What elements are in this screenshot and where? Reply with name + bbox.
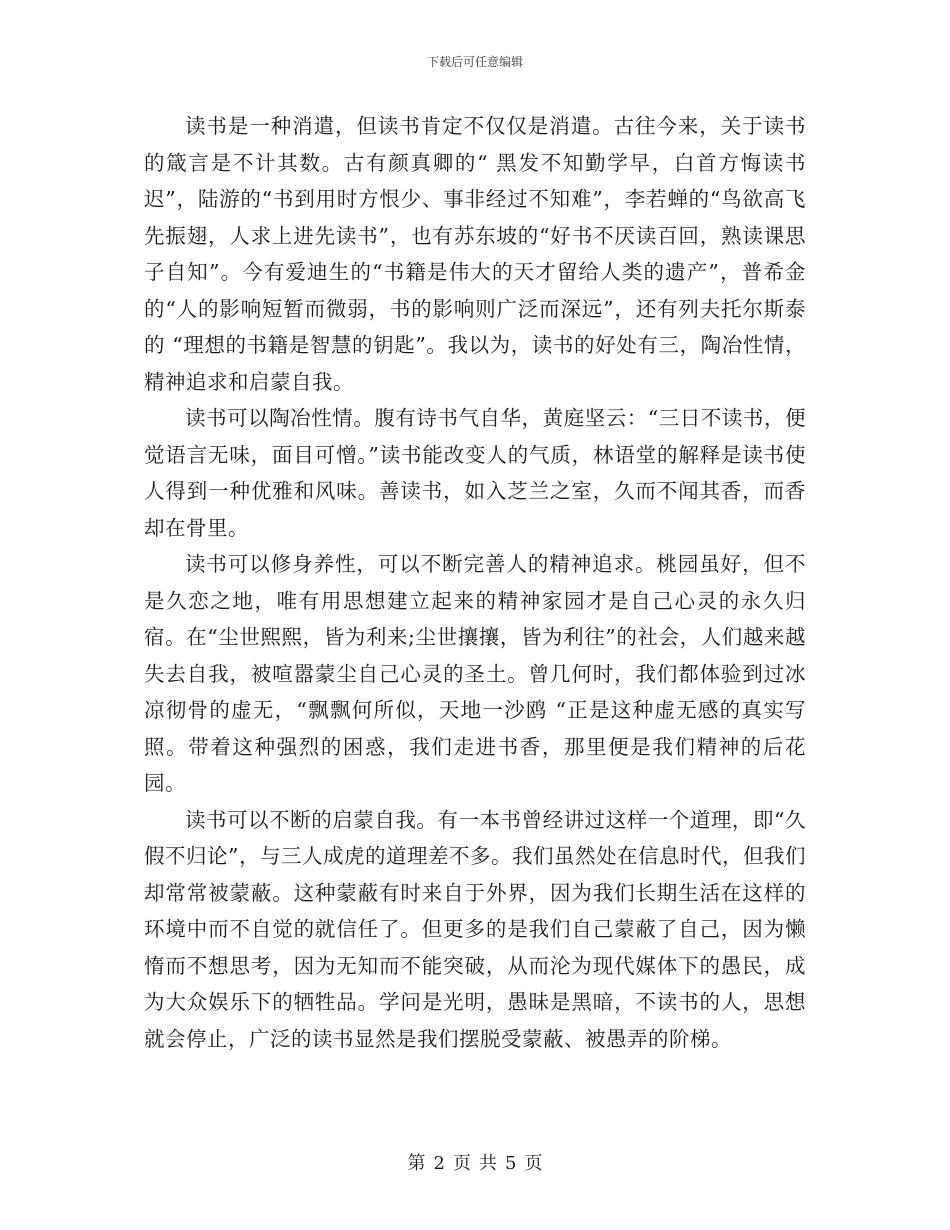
paragraph-temperament: 读书可以陶冶性情。腹有诗书气自华，黄庭坚云：“三日不读书，便觉语言无味，面目可憎。”读书能改变人的气质，林语堂的解释是读书使人得到一种优雅和风味。善读书，如入芝兰之室，久而不闻其香，而香却在骨里。 <box>144 406 806 540</box>
paragraph-intro: 读书是一种消遣，但读书肯定不仅仅是消遣。古往今来，关于读书的箴言是不计其数。古有颜真卿的“ 黑发不知勤学早，白首方悔读书迟”，陆游的“书到用时方恨少、事非经过不知难”，李若蝉的“鸟欲高飞先振翅，人求上进先读书”，也有苏东坡的“好书不厌读百回，熟读课思子自知”。今有爱迪生的“书籍是伟大的天才留给人类的遗产”，普希金的“人的影响短暂而微弱，书的影响则广泛而深远”，还有列夫托尔斯泰的 “理想的书籍是智慧的钥匙”。我以为，读书的好处有三，陶冶性情，精神追求和启蒙自我。 <box>144 114 806 394</box>
page-header <box>0 54 950 70</box>
paragraph-enlightenment: 读书可以不断的启蒙自我。有一本书曾经讲过这样一个道理，即“久假不归论”，与三人成虎的道理差不多。我们虽然处在信息时代，但我们却常常被蒙蔽。这种蒙蔽有时来自于外界，因为我们长期生活在这样的环境中而不自觉的就信任了。但更多的是我们自己蒙蔽了自己，因为懒惰而不想思考，因为无知而不能突破，从而沦为现代媒体下的愚民，成为大众娱乐下的牺牲品。学问是光明，愚昧是黑暗，不读书的人，思想就会停止，广泛的读书显然是我们摆脱受蒙蔽、被愚弄的阶梯。 <box>144 807 806 1051</box>
document-body <box>144 108 806 1057</box>
footer-total-pages: 5 <box>505 1153 517 1174</box>
footer-prefix: 第 <box>407 1153 426 1174</box>
paragraph-spirit: 读书可以修身养性，可以不断完善人的精神追求。桃园虽好，但不是久恋之地，唯有用思想建立起来的精神家园才是自己心灵的永久归宿。在“尘世熙熙，皆为利来;尘世攘攘，皆为利往”的社会，人们越来越失去自我，被喧嚣蒙尘自己心灵的圣土。曾几何时，我们都体验到过冰凉彻骨的虚无，“飘飘何所似，天地一沙鸥 “正是这种虚无感的真实写照。带着这种强烈的困惑，我们走进书香，那里便是我们精神的后花园。 <box>144 552 806 795</box>
footer-total-word: 共 <box>479 1153 497 1174</box>
header-note: 下载后可任意编辑 <box>426 55 523 69</box>
page-footer <box>0 1152 950 1176</box>
footer-suffix: 页 <box>524 1153 543 1174</box>
footer-page-word: 页 <box>453 1153 471 1174</box>
footer-current-page: 2 <box>433 1153 445 1174</box>
